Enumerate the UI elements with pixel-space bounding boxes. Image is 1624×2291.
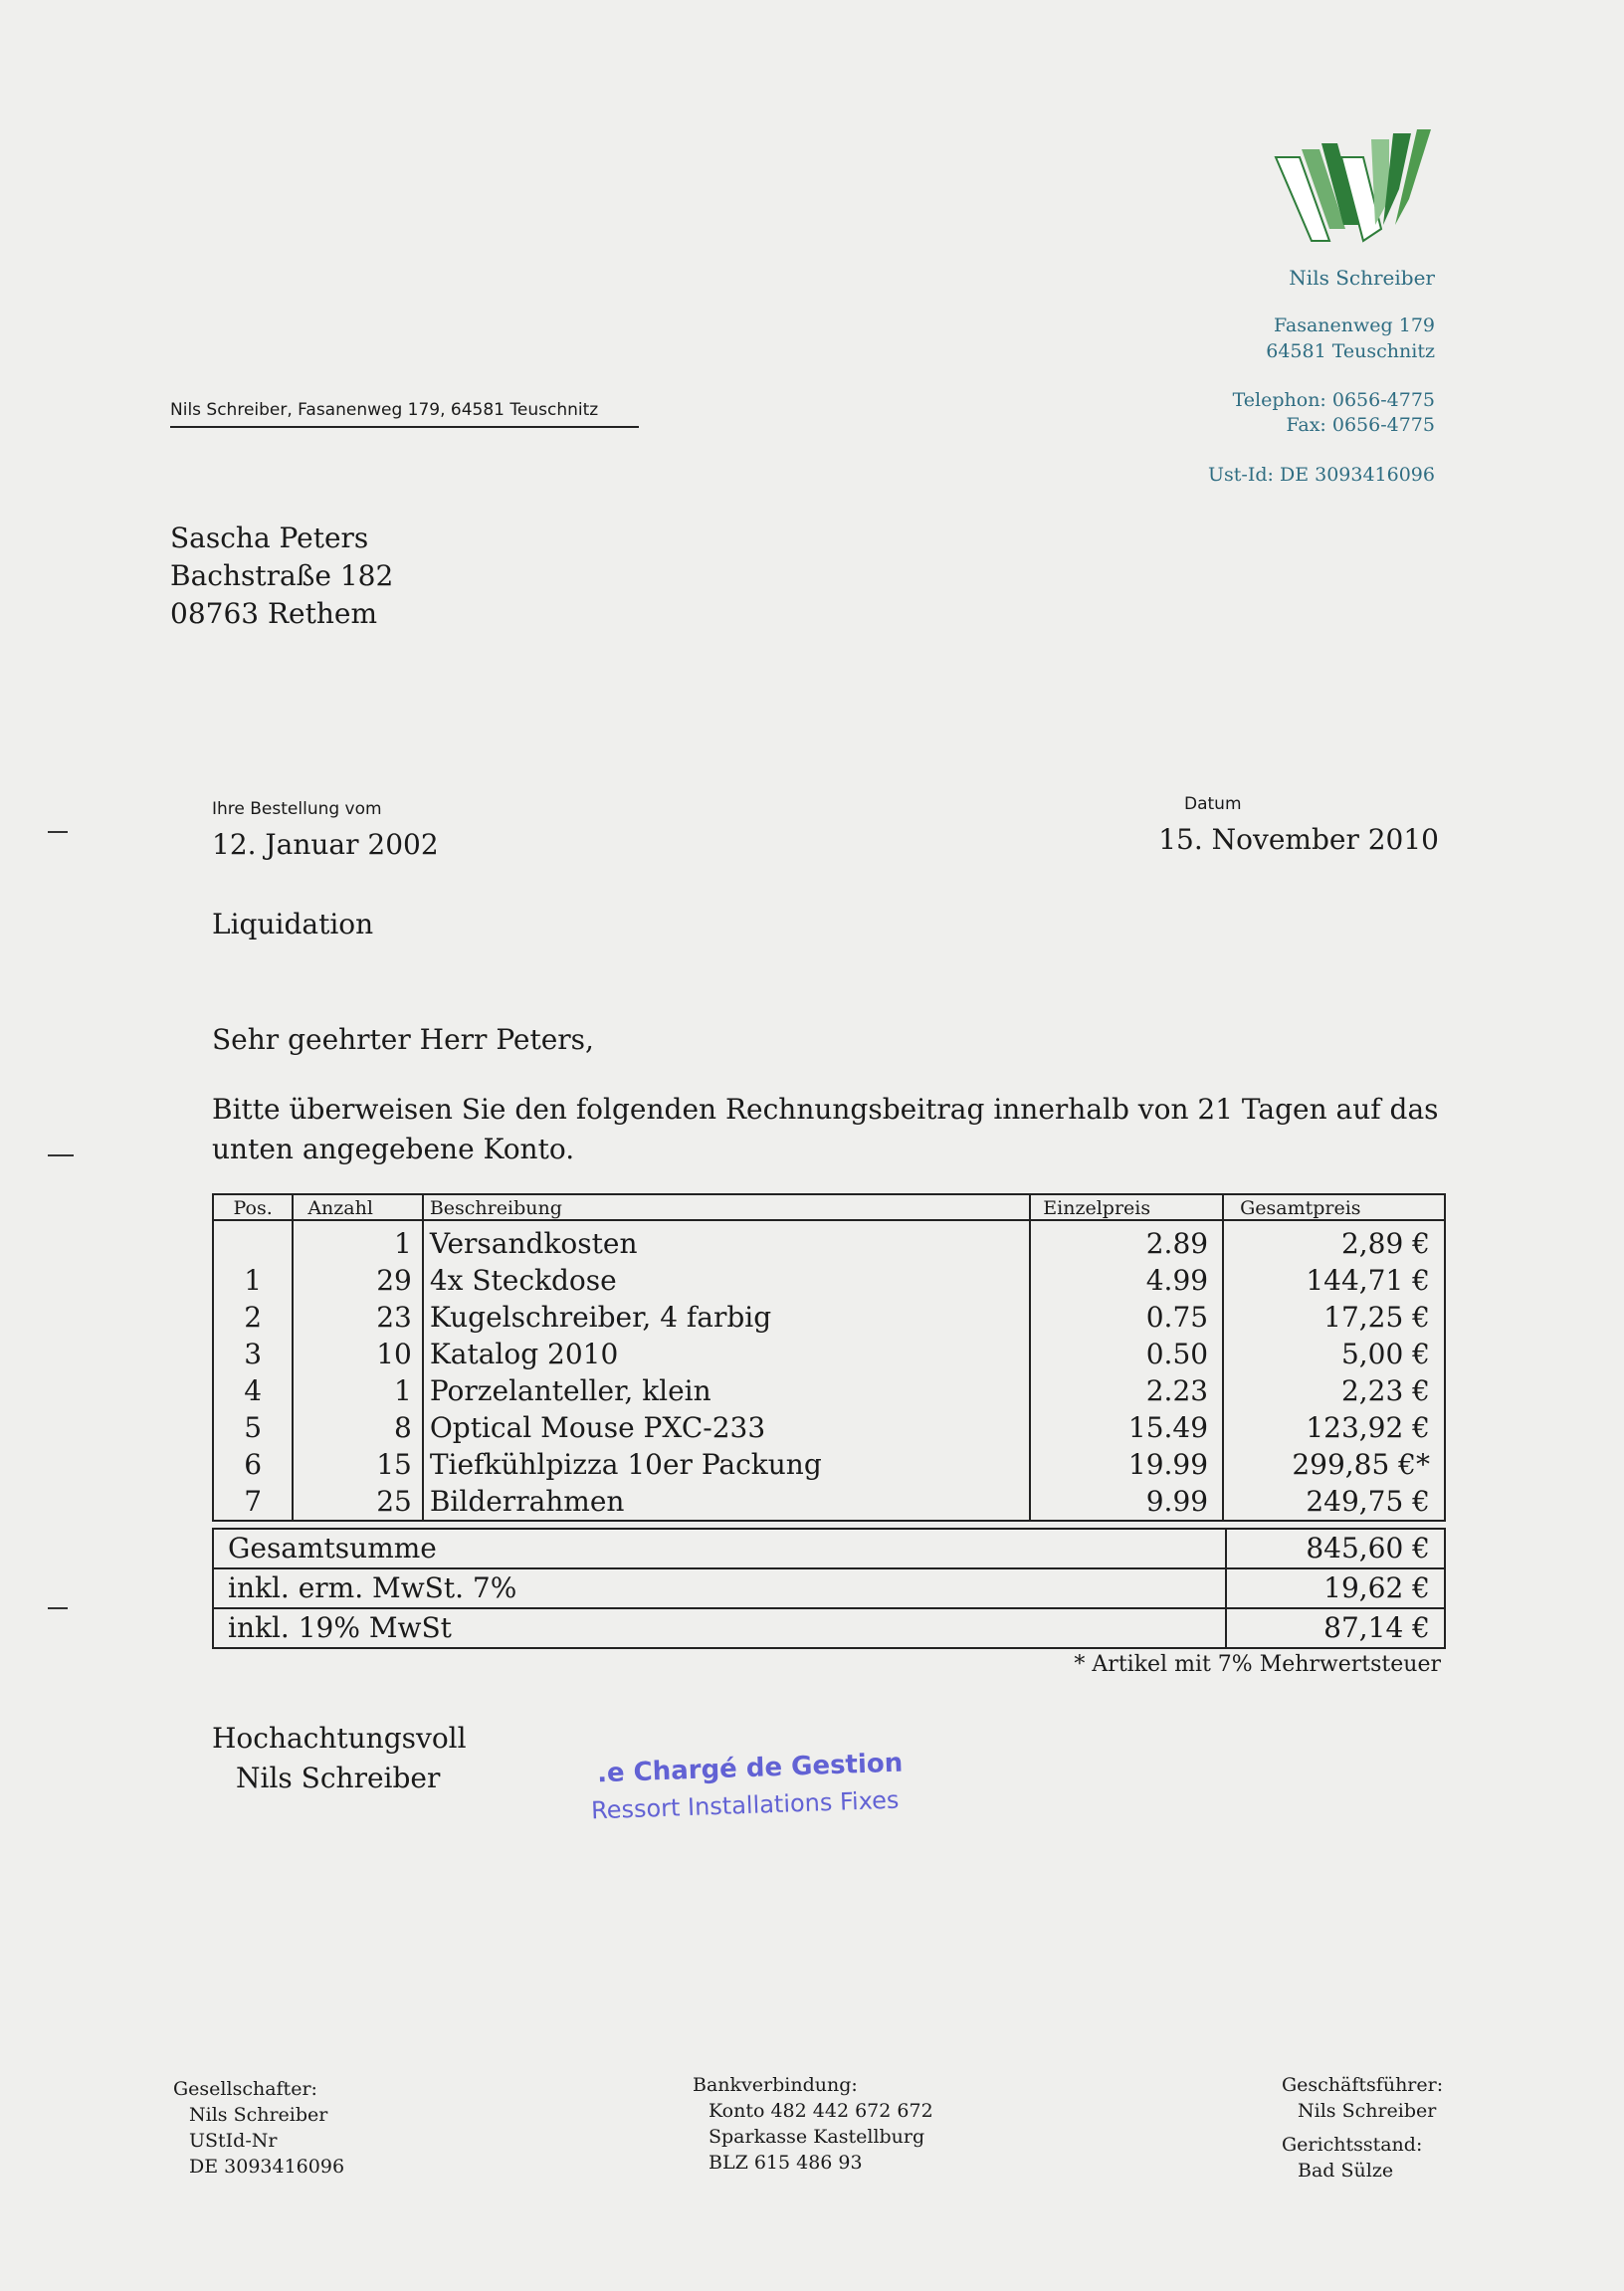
footer-bank bbox=[693, 2072, 933, 2176]
cell-unit-price: 4.99 bbox=[1030, 1262, 1223, 1299]
cell-pos: 1 bbox=[214, 1262, 293, 1299]
reduced-vat-label: inkl. erm. MwSt. 7% bbox=[214, 1568, 1226, 1608]
reduced-vat-value: 19,62 € bbox=[1226, 1568, 1444, 1608]
footer-vat-label: UStId-Nr bbox=[189, 2130, 278, 2152]
footer-management bbox=[1282, 2072, 1443, 2184]
footer-vat-number: DE 3093416096 bbox=[189, 2156, 345, 2178]
cell-total-price: 2,89 € bbox=[1340, 1227, 1430, 1260]
sender-city: 64581 Teuschnitz bbox=[1266, 340, 1435, 362]
cell-unit-price: 0.75 bbox=[1030, 1299, 1223, 1336]
footer-bank-name: Sparkasse Kastellburg bbox=[709, 2126, 925, 2148]
table-row bbox=[214, 1409, 1444, 1446]
cell-pos: 6 bbox=[214, 1446, 293, 1483]
subject: Liquidation bbox=[212, 908, 374, 940]
reduced-vat-row bbox=[214, 1568, 1444, 1608]
return-address: Nils Schreiber, Fasanenweg 179, 64581 Teuschnitz bbox=[170, 400, 639, 428]
table-row bbox=[214, 1446, 1444, 1483]
cell-pos: 2 bbox=[214, 1299, 293, 1336]
cell-description: Tiefkühlpizza 10er Packung bbox=[423, 1446, 1030, 1483]
footer-jurisdiction: Bad Sülze bbox=[1298, 2160, 1394, 2182]
fold-mark bbox=[48, 831, 68, 833]
vat-row bbox=[214, 1608, 1444, 1647]
footnote: * Artikel mit 7% Mehrwertsteuer bbox=[1074, 1652, 1441, 1677]
cell-total-price: 17,25 € bbox=[1323, 1301, 1430, 1334]
cell-quantity: 1 bbox=[293, 1372, 423, 1409]
table-row bbox=[214, 1299, 1444, 1336]
cell-total-price: 123,92 € bbox=[1306, 1411, 1430, 1444]
column-header-pos: Pos. bbox=[214, 1195, 293, 1220]
table-row bbox=[214, 1336, 1444, 1372]
cell-unit-price: 15.49 bbox=[1030, 1409, 1223, 1446]
total-row bbox=[214, 1530, 1444, 1568]
recipient-name: Sascha Peters bbox=[170, 521, 369, 554]
footer-manager-name: Nils Schreiber bbox=[1298, 2100, 1437, 2122]
cell-total-price: 249,75 € bbox=[1306, 1485, 1430, 1518]
cell-description: Porzelanteller, klein bbox=[423, 1372, 1030, 1409]
signature-name: Nils Schreiber bbox=[236, 1762, 441, 1794]
sender-vat-id: Ust-Id: DE 3093416096 bbox=[1208, 464, 1435, 486]
footer-bank-title: Bankverbindung: bbox=[693, 2074, 858, 2096]
body-text-line1: Bitte überweisen Sie den folgenden Rechnungsbeitrag innerhalb von 21 Tagen auf das bbox=[212, 1093, 1439, 1126]
closing-phrase: Hochachtungsvoll bbox=[212, 1722, 467, 1755]
table-row bbox=[214, 1372, 1444, 1409]
sender-street: Fasanenweg 179 bbox=[1274, 314, 1435, 336]
total-value: 845,60 € bbox=[1226, 1530, 1444, 1568]
cell-unit-price: 19.99 bbox=[1030, 1446, 1223, 1483]
body-text-line2: unten angegebene Konto. bbox=[212, 1133, 575, 1165]
document-date: 15. November 2010 bbox=[1158, 823, 1439, 856]
vat-value: 87,14 € bbox=[1226, 1608, 1444, 1647]
recipient-street: Bachstraße 182 bbox=[170, 559, 394, 592]
cell-quantity: 29 bbox=[293, 1262, 423, 1299]
cell-quantity: 8 bbox=[293, 1409, 423, 1446]
cell-unit-price: 2.23 bbox=[1030, 1372, 1223, 1409]
stamp-line2: Ressort Installations Fixes bbox=[590, 1785, 900, 1825]
totals-table bbox=[212, 1528, 1446, 1649]
ink-stamp bbox=[591, 1714, 1009, 1823]
stamp-line1: .e Chargé de Gestion bbox=[596, 1748, 904, 1789]
items-table bbox=[212, 1193, 1446, 1522]
cell-description: Bilderrahmen bbox=[423, 1483, 1030, 1520]
footer-partners bbox=[173, 2076, 344, 2180]
cell-quantity: 25 bbox=[293, 1483, 423, 1520]
cell-pos: 3 bbox=[214, 1336, 293, 1372]
cell-description: Kugelschreiber, 4 farbig bbox=[423, 1299, 1030, 1336]
cell-pos: 4 bbox=[214, 1372, 293, 1409]
sender-phone: Telephon: 0656-4775 bbox=[1232, 389, 1435, 411]
cell-quantity: 1 bbox=[293, 1220, 423, 1262]
cell-unit-price: 0.50 bbox=[1030, 1336, 1223, 1372]
footer-partners-name: Nils Schreiber bbox=[189, 2104, 328, 2126]
cell-quantity: 15 bbox=[293, 1446, 423, 1483]
table-row bbox=[214, 1483, 1444, 1520]
cell-description: Optical Mouse PXC-233 bbox=[423, 1409, 1030, 1446]
cell-pos bbox=[214, 1220, 293, 1262]
company-logo-icon bbox=[1272, 129, 1441, 249]
column-header-description: Beschreibung bbox=[423, 1195, 1030, 1220]
sender-fax: Fax: 0656-4775 bbox=[1286, 414, 1435, 436]
table-row bbox=[214, 1220, 1444, 1262]
document-date-label: Datum bbox=[1184, 794, 1242, 814]
fold-mark bbox=[48, 1607, 68, 1609]
order-date-label: Ihre Bestellung vom bbox=[212, 799, 382, 819]
column-header-total-price: Gesamtpreis bbox=[1223, 1195, 1444, 1220]
cell-unit-price: 9.99 bbox=[1030, 1483, 1223, 1520]
footer-jurisdiction-label: Gerichtsstand: bbox=[1282, 2134, 1423, 2156]
column-header-unit-price: Einzelpreis bbox=[1030, 1195, 1223, 1220]
recipient-city: 08763 Rethem bbox=[170, 597, 378, 630]
footer-management-title: Geschäftsführer: bbox=[1282, 2074, 1444, 2096]
cell-pos: 7 bbox=[214, 1483, 293, 1520]
footer-bank-code: BLZ 615 486 93 bbox=[709, 2152, 863, 2174]
total-label: Gesamtsumme bbox=[228, 1532, 437, 1564]
footer-bank-account: Konto 482 442 672 672 bbox=[709, 2100, 933, 2122]
cell-description: 4x Steckdose bbox=[423, 1262, 1030, 1299]
logo-company-name: Nils Schreiber bbox=[1289, 266, 1435, 290]
cell-pos: 5 bbox=[214, 1409, 293, 1446]
cell-total-price: 2,23 € bbox=[1340, 1374, 1430, 1407]
cell-description: Versandkosten bbox=[423, 1220, 1030, 1262]
cell-quantity: 23 bbox=[293, 1299, 423, 1336]
vat-label: inkl. 19% MwSt bbox=[214, 1608, 1226, 1647]
fold-mark bbox=[48, 1154, 74, 1156]
order-date: 12. Januar 2002 bbox=[212, 828, 439, 861]
cell-description: Katalog 2010 bbox=[423, 1336, 1030, 1372]
table-header-row bbox=[214, 1195, 1444, 1220]
cell-total-price: 144,71 € bbox=[1306, 1264, 1430, 1297]
cell-total-price: 5,00 € bbox=[1340, 1338, 1430, 1370]
cell-quantity: 10 bbox=[293, 1336, 423, 1372]
table-row bbox=[214, 1262, 1444, 1299]
cell-total-price: 299,85 €* bbox=[1292, 1448, 1430, 1481]
cell-unit-price: 2.89 bbox=[1030, 1220, 1223, 1262]
column-header-quantity: Anzahl bbox=[293, 1195, 423, 1220]
greeting: Sehr geehrter Herr Peters, bbox=[212, 1023, 594, 1056]
footer-partners-title: Gesellschafter: bbox=[173, 2078, 317, 2100]
